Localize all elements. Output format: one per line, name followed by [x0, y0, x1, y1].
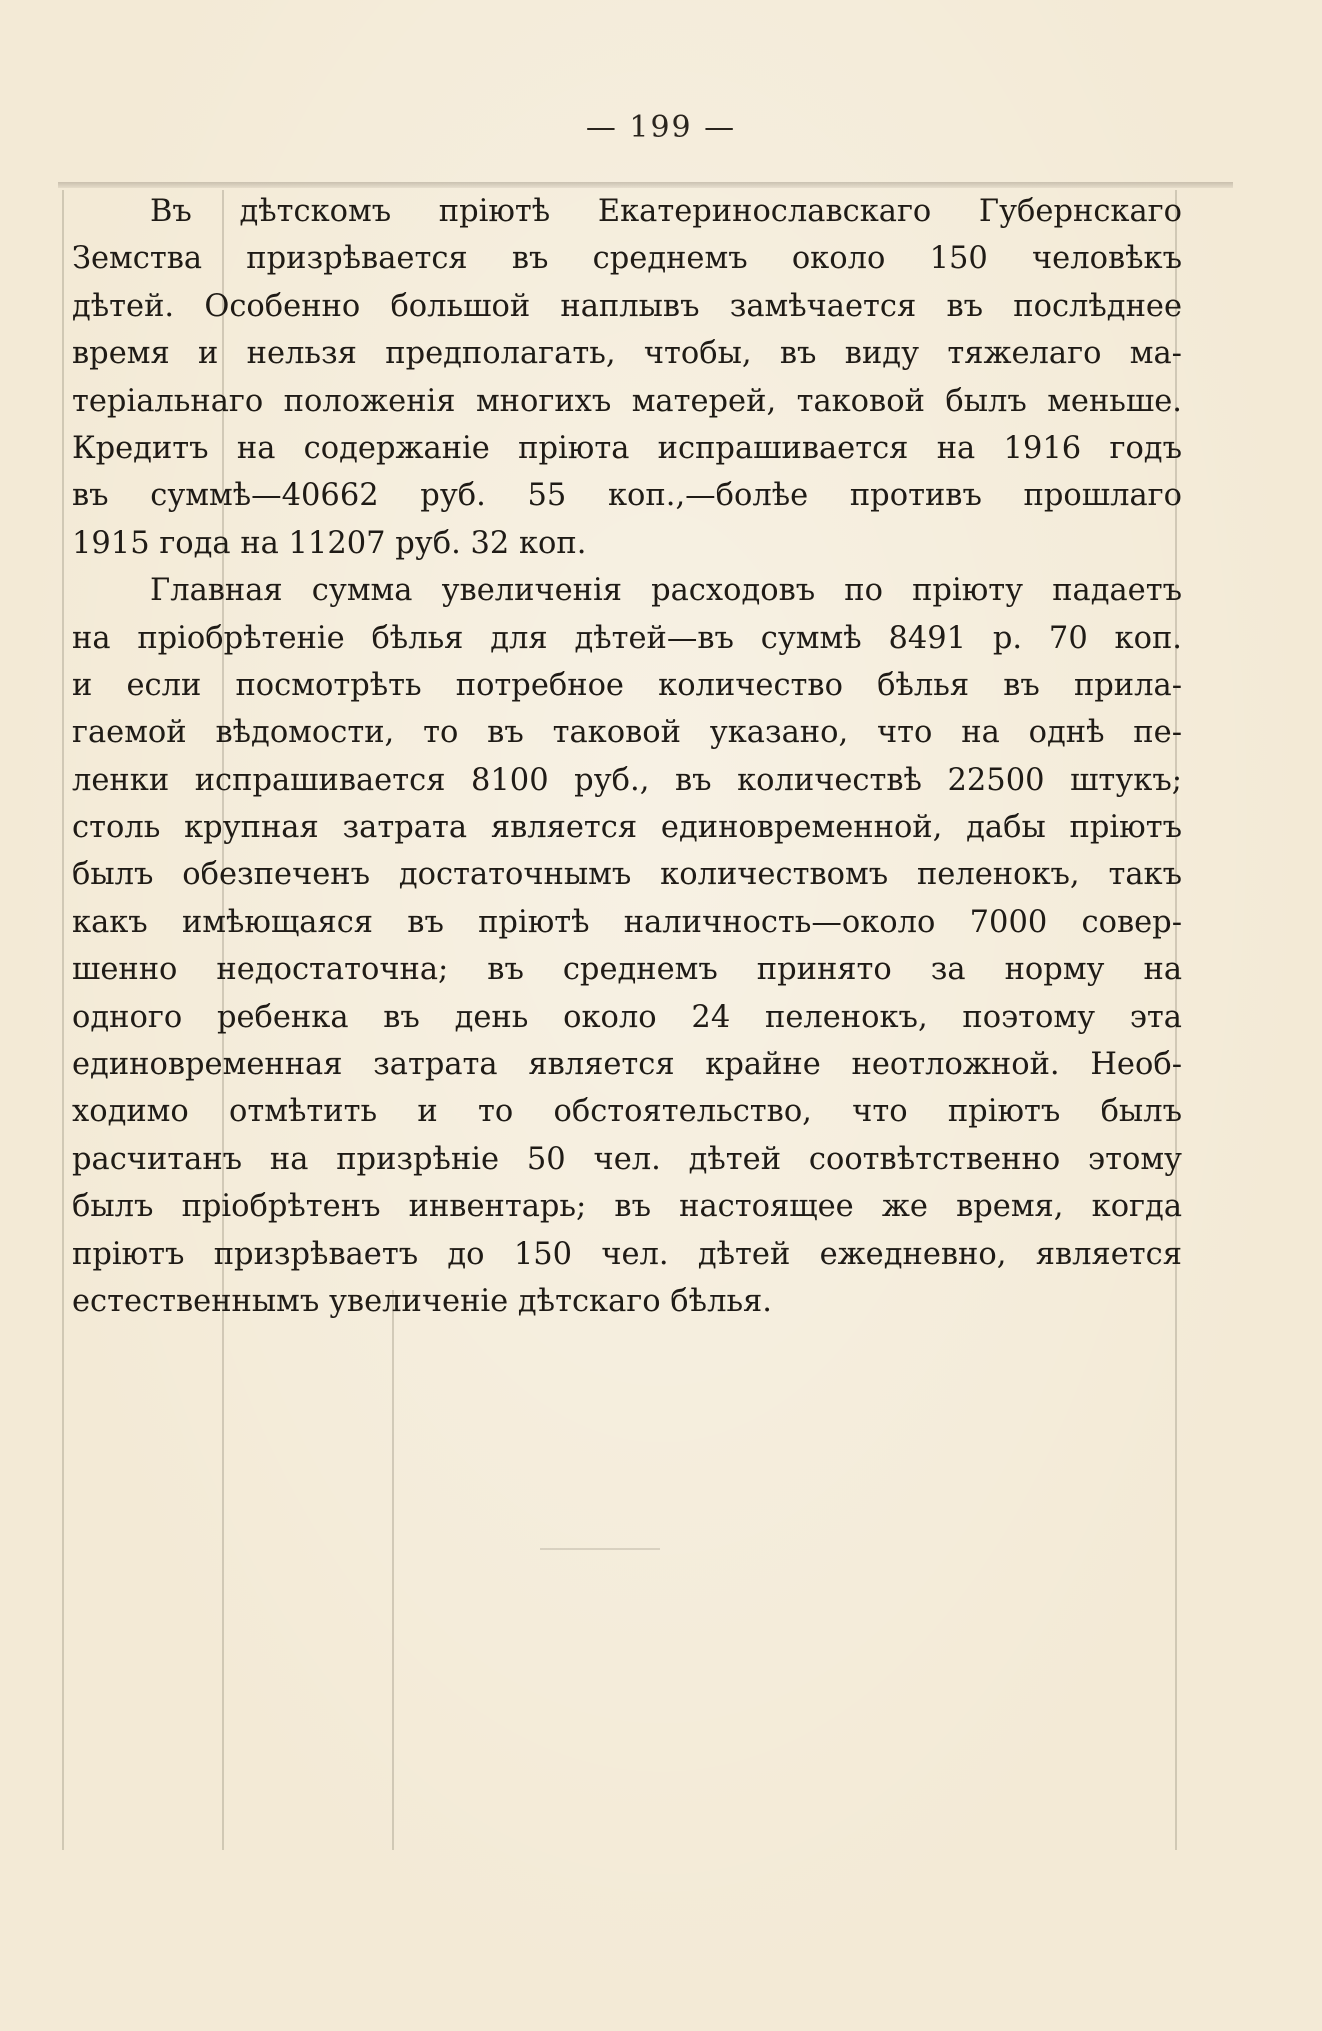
text-line: единовременная затрата является крайне неотложной. Необ- — [72, 1047, 1182, 1083]
text-line: теріальнаго положенія многихъ матерей, таковой былъ меньше. — [72, 383, 1182, 419]
text-line: ленки испрашивается 8100 руб., въ количествѣ 22500 штукъ; — [72, 762, 1182, 798]
ghost-horizontal-line — [540, 1548, 660, 1550]
text-line: Кредитъ на содержаніе пріюта испрашивается на 1916 годъ — [72, 430, 1182, 466]
body-text — [72, 188, 1182, 1325]
text-line: гаемой вѣдомости, то въ таковой указано, что на однѣ пе- — [72, 715, 1182, 751]
text-line: столь крупная затрата является единовременной, дабы пріютъ — [72, 810, 1182, 846]
text-line: какъ имѣющаяся въ пріютѣ наличность—около 7000 совер- — [72, 904, 1182, 940]
text-line: дѣтей. Особенно большой наплывъ замѣчается въ послѣднее — [72, 288, 1182, 324]
text-line: Въ дѣтскомъ пріютѣ Екатеринославскаго Губернскаго — [150, 194, 1182, 229]
text-line: одного ребенка въ день около 24 пеленокъ, поэтому эта — [72, 999, 1182, 1035]
page-number: — 199 — — [585, 110, 737, 145]
text-line: и если посмотрѣть потребное количество бѣлья въ прила- — [72, 667, 1182, 703]
text-line: расчитанъ на призрѣніе 50 чел. дѣтей соотвѣтственно этому — [72, 1141, 1182, 1177]
text-line: 1915 года на 11207 руб. 32 коп. — [72, 525, 587, 561]
ghost-vertical-line — [62, 190, 64, 1850]
text-line: былъ обезпеченъ достаточнымъ количествомъ пеленокъ, такъ — [72, 857, 1182, 893]
text-line: въ суммѣ—40662 руб. 55 коп.,—болѣе противъ прошлаго — [72, 478, 1182, 514]
text-line: былъ пріобрѣтенъ инвентарь; въ настоящее же время, когда — [72, 1189, 1182, 1225]
ghost-vertical-line — [392, 1290, 394, 1850]
text-line: время и нельзя предполагать, чтобы, въ виду тяжелаго ма- — [72, 336, 1182, 372]
text-line: на пріобрѣтеніе бѣлья для дѣтей—въ суммѣ 8491 р. 70 коп. — [72, 620, 1182, 656]
text-line: Земства призрѣвается въ среднемъ около 150 человѣкъ — [72, 241, 1182, 277]
text-line: пріютъ призрѣваетъ до 150 чел. дѣтей ежедневно, является — [72, 1236, 1182, 1272]
text-line: Главная сумма увеличенія расходовъ по пріюту падаетъ — [150, 573, 1182, 609]
text-line: естественнымъ увеличеніе дѣтскаго бѣлья. — [72, 1283, 772, 1319]
text-line: ходимо отмѣтить и то обстоятельство, что пріютъ былъ — [72, 1094, 1182, 1130]
text-line: шенно недостаточна; въ среднемъ принято за норму на — [72, 952, 1182, 988]
